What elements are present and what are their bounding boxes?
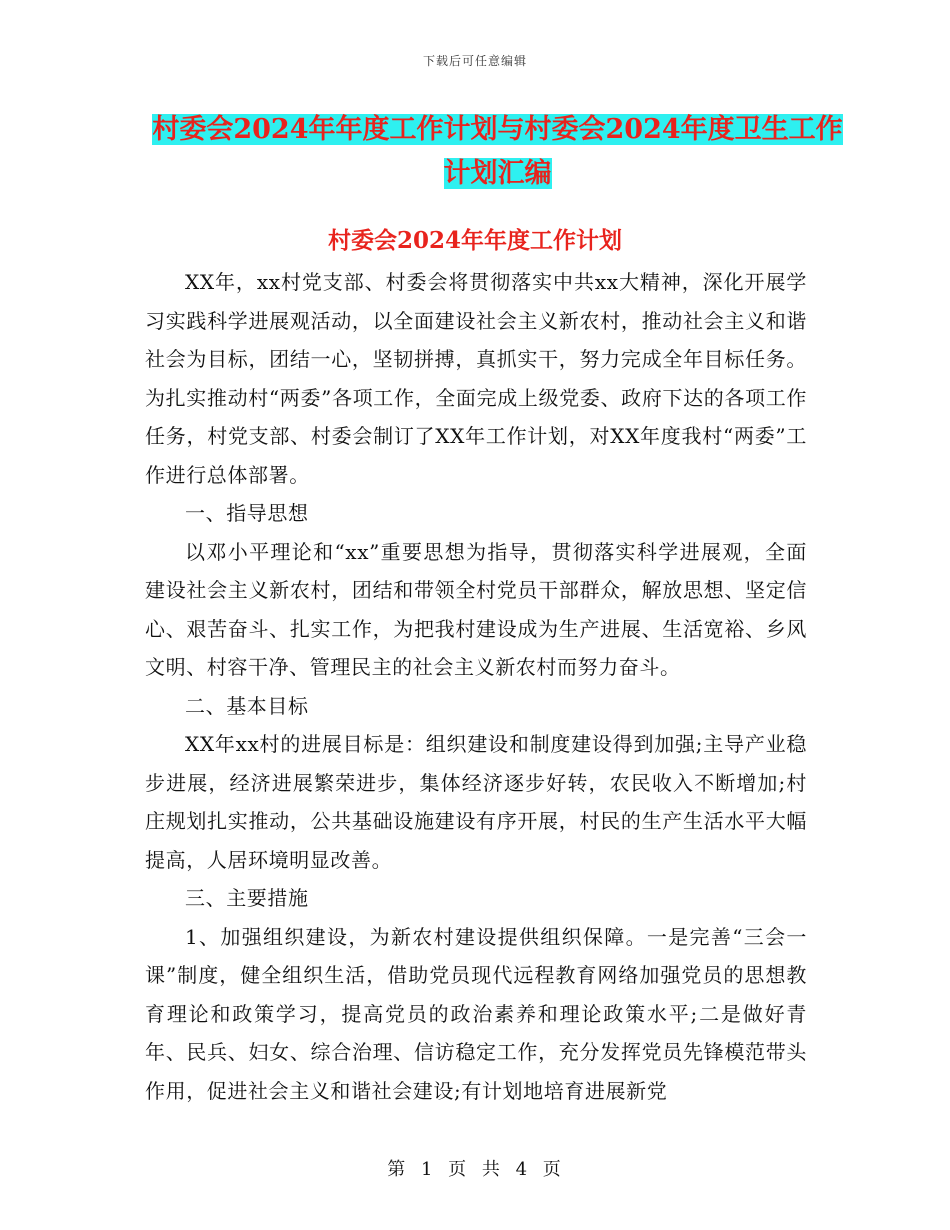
paragraph-guiding-ideology: 以邓小平理论和“xx”重要思想为指导，贯彻落实科学进展观，全面建设社会主义新农村，团结和带领全村党员干部群众，解放思想、坚定信心、艰苦奋斗、扎实工作，为把我村建设成为生产进展、生活宽裕、乡风文明、村容干净、管理民主的社会主义新农村而努力奋斗。: [145, 539, 807, 679]
heading-guiding-ideology: 一、指导思想: [185, 501, 309, 525]
section-title: 村委会2024年年度工作计划: [327, 227, 622, 254]
paragraph-intro: XX年，xx村党支部、村委会将贯彻落实中共xx大精神，深化开展学习实践科学进展观活动，以全面建设社会主义新农村，推动社会主义和谐社会为目标，团结一心，坚韧拼搏，真抓实干，努力完成全年目标任务。为扎实推动村“两委”各项工作，全面完成上级党委、政府下达的各项工作任务，村党支部、村委会制订了XX年工作计划，对XX年度我村“两委”工作进行总体部署。: [145, 270, 807, 487]
main-title-text: 村委会2024年年度工作计划与村委会2024年度卫生工作计划汇编: [152, 114, 843, 189]
page-header-note: 下载后可任意编辑: [422, 54, 527, 68]
paragraph-basic-goals: XX年xx村的进展目标是：组织建设和制度建设得到加强;主导产业稳步进展，经济进展繁荣进步，集体经济逐步好转，农民收入不断增加;村庄规划扎实推动，公共基础设施建设有序开展，村民的生产生活水平大幅提高，人居环境明显改善。: [145, 732, 807, 872]
page-footer-number: 第 1 页 共 4 页: [387, 1159, 563, 1180]
paragraph-main-measures-1: 1、加强组织建设，为新农村建设提供组织保障。一是完善“三会一课”制度，健全组织生活，借助党员现代远程教育网络加强党员的思想教育理论和政策学习，提高党员的政治素养和理论政策水平;二是做好青年、民兵、妇女、综合治理、信访稳定工作，充分发挥党员先锋模范带头作用，促进社会主义和谐社会建设;有计划地培育进展新党: [145, 924, 807, 1103]
document-body: [145, 263, 807, 1110]
heading-main-measures: 三、主要措施: [185, 886, 309, 910]
heading-basic-goals: 二、基本目标: [185, 693, 309, 718]
document-main-title: [140, 108, 855, 196]
